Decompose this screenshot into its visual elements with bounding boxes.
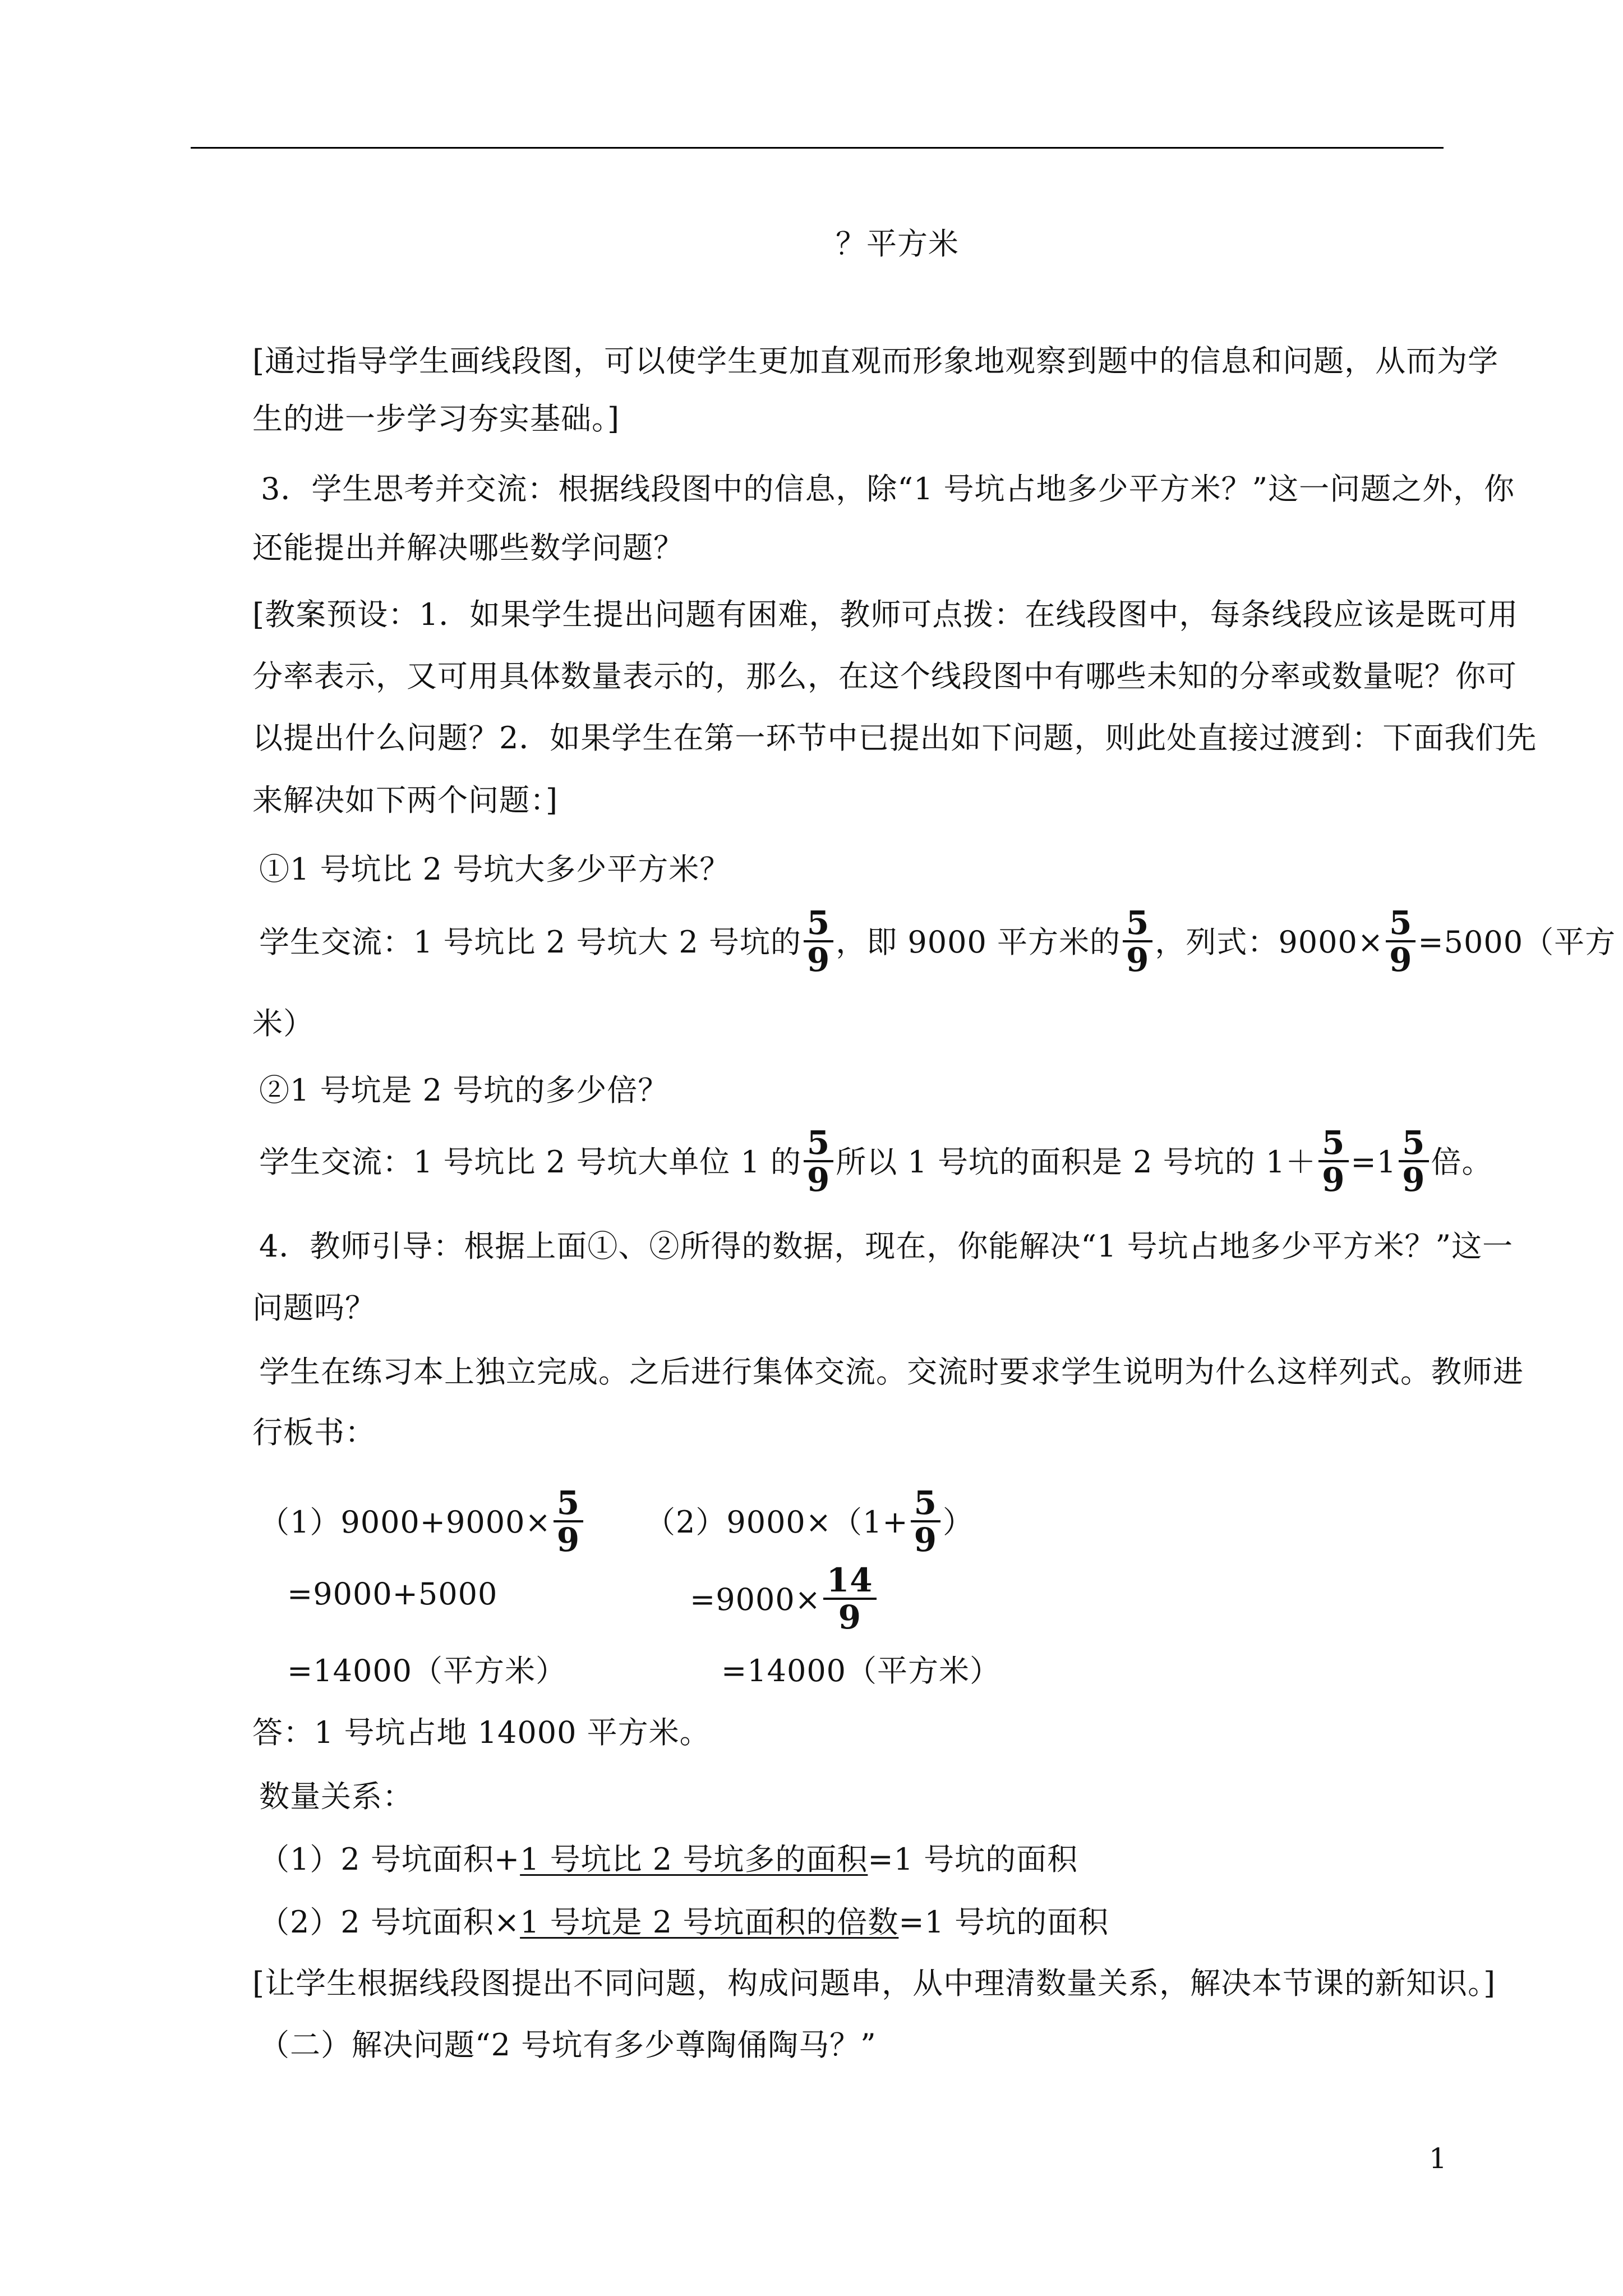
q2-answer-text-c: =1 — [1350, 1144, 1397, 1180]
q1-answer-line — [259, 904, 1616, 981]
fraction-fourteen-ninths: $\frac{14}{9}$ — [823, 1563, 877, 1635]
fraction-five-ninths: $\frac{5}{9}$ — [804, 1125, 833, 1197]
q1-answer-text-c: ，列式：9000× — [1155, 924, 1384, 960]
preset-line-1: [教案预设：1．如果学生提出问题有困难，教师可点拨：在线段图中，每条线段应该是既可用 — [252, 597, 1519, 632]
fraction-five-ninths: $\frac{5}{9}$ — [1318, 1125, 1348, 1197]
board-method-1-line-1: （1）9000+9000× $\frac{5}{9}$ — [259, 1489, 585, 1561]
q1-answer-text-d: =5000（平方 — [1418, 924, 1616, 960]
practice-line-1: 学生在练习本上独立完成。之后进行集体交流。交流时要求学生说明为什么这样列式。教师进 — [259, 1354, 1524, 1389]
page-title: ？平方米 — [836, 226, 959, 261]
practice-line-2: 行板书： — [252, 1415, 376, 1450]
q2-answer-line — [259, 1124, 1493, 1200]
board-method-2-line-2: =9000× $\frac{14}{9}$ — [690, 1566, 879, 1638]
page-number: 1 — [1429, 2142, 1447, 2175]
fraction-five-ninths: $\frac{5}{9}$ — [911, 1485, 940, 1557]
q2-answer-text-d: 倍。 — [1431, 1144, 1493, 1180]
closing-note: [让学生根据线段图提出不同问题，构成问题串，从中理清数量关系，解决本节课的新知识。] — [252, 1966, 1496, 2001]
fraction-five-ninths: $\frac{5}{9}$ — [1399, 1125, 1428, 1197]
fraction-five-ninths: $\frac{5}{9}$ — [804, 905, 833, 977]
q1-answer-text-b: ，即 9000 平方米的 — [836, 924, 1121, 960]
step3-line-1: 3．学生思考并交流：根据线段图中的信息，除“1 号坑占地多少平方米？”这一问题之外，你 — [261, 471, 1515, 507]
intro-note-line-1: [通过指导学生画线段图，可以使学生更加直观而形象地观察到题中的信息和问题，从而为学 — [252, 343, 1499, 379]
board-method-2-line-3: =14000（平方米） — [721, 1653, 1001, 1688]
q2-answer-text-a: 学生交流：1 号坑比 2 号坑大单位 1 的 — [259, 1144, 801, 1180]
fraction-five-ninths: $\frac{5}{9}$ — [1386, 905, 1415, 977]
answer-line: 答：1 号坑占地 14000 平方米。 — [252, 1715, 711, 1750]
question-1: ①1 号坑比 2 号坑大多少平方米？ — [259, 852, 731, 887]
q1-answer-cont: 米） — [252, 1006, 314, 1041]
step4-line-1: 4．教师引导：根据上面①、②所得的数据，现在，你能解决“1 号坑占地多少平方米？”这一 — [259, 1228, 1514, 1264]
relation-2: （2）2 号坑面积×1 号坑是 2 号坑面积的倍数=1 号坑的面积 — [259, 1904, 1109, 1940]
question-2: ②1 号坑是 2 号坑的多少倍？ — [259, 1073, 669, 1108]
intro-note-line-2: 生的进一步学习夯实基础。] — [252, 401, 620, 436]
board-method-2-line-1: （2）9000×（1+ $\frac{5}{9}$ ） — [645, 1484, 974, 1559]
section-two-heading: （二）解决问题“2 号坑有多少尊陶俑陶马？” — [259, 2027, 877, 2063]
step4-line-2: 问题吗？ — [252, 1290, 376, 1326]
relation-1: （1）2 号坑面积+1 号坑比 2 号坑多的面积=1 号坑的面积 — [259, 1842, 1078, 1877]
preset-line-3: 以提出什么问题？2．如果学生在第一环节中已提出如下问题，则此处直接过渡到：下面我们先 — [252, 720, 1537, 756]
preset-line-2: 分率表示，又可用具体数量表示的，那么，在这个线段图中有哪些未知的分率或数量呢？你可 — [252, 659, 1517, 694]
header-rule — [191, 147, 1444, 149]
q2-answer-text-b: 所以 1 号坑的面积是 2 号坑的 1＋ — [836, 1144, 1317, 1180]
step3-line-2: 还能提出并解决哪些数学问题？ — [252, 530, 684, 565]
preset-line-4: 来解决如下两个问题：] — [252, 783, 559, 818]
board-method-1-line-3: =14000（平方米） — [287, 1653, 567, 1688]
fraction-five-ninths: $\frac{5}{9}$ — [554, 1485, 583, 1557]
board-method-1-line-2: =9000+5000 — [287, 1576, 498, 1612]
relations-title: 数量关系： — [259, 1779, 413, 1814]
q1-answer-text-a: 学生交流：1 号坑比 2 号坑大 2 号坑的 — [259, 924, 801, 960]
fraction-five-ninths: $\frac{5}{9}$ — [1123, 905, 1152, 977]
